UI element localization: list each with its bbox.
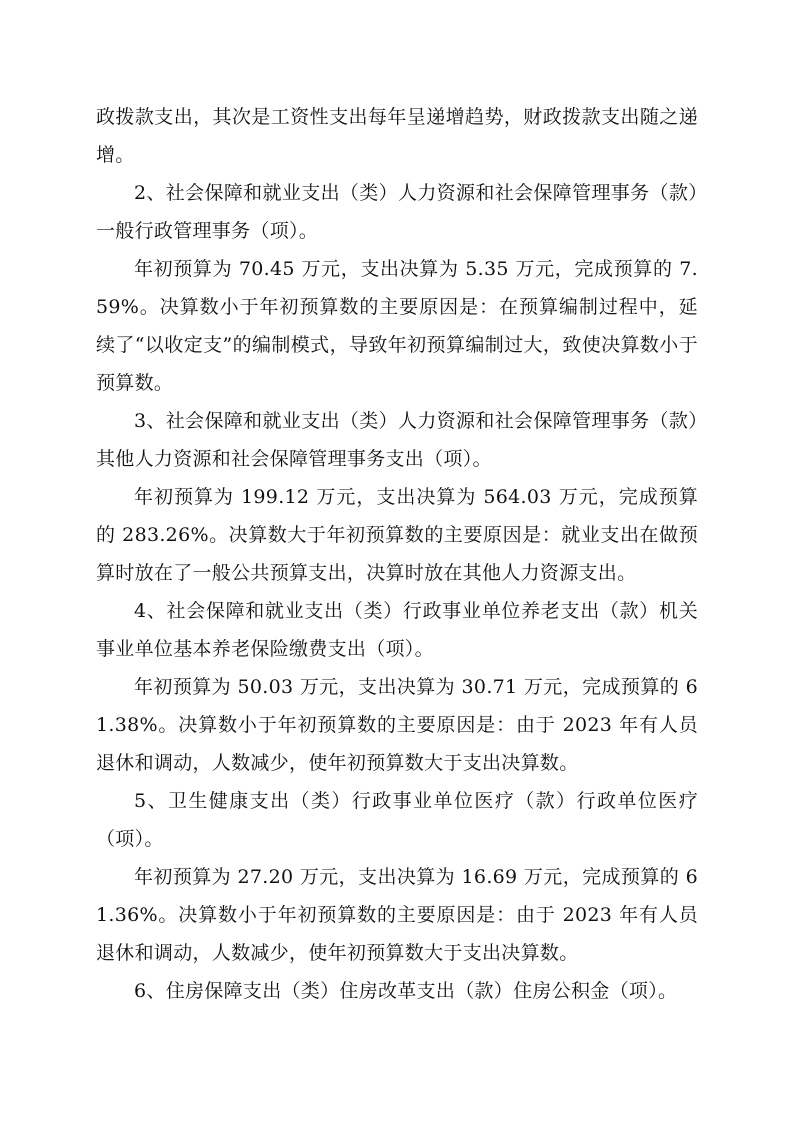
- document-page: [96, 98, 698, 1010]
- paragraph-item-5-detail: 年初预算为 27.20 万元，支出决算为 16.69 万元，完成预算的 61.36%。决算数小于年初预算数的主要原因是：由于 2023 年有人员退休和调动，人数减少，使年初预算数大于支出决算数。: [96, 866, 698, 964]
- paragraph-item-4-detail: 年初预算为 50.03 万元，支出决算为 30.71 万元，完成预算的 61.38%。决算数小于年初预算数的主要原因是：由于 2023 年有人员退休和调动，人数减少，使年初预算数大于支出决算数。: [96, 676, 698, 774]
- paragraph-item-2-detail: 年初预算为 70.45 万元，支出决算为 5.35 万元，完成预算的 7.59%。决算数小于年初预算数的主要原因是：在预算编制过程中，延续了“以收定支”的编制模式，导致年初预算编制过大，致使决算数小于预算数。: [96, 258, 698, 394]
- paragraph-item-3-heading: 3、社会保障和就业支出（类）人力资源和社会保障管理事务（款）其他人力资源和社会保障管理事务支出（项）。: [96, 410, 698, 470]
- paragraph-item-5-heading: 5、卫生健康支出（类）行政事业单位医疗（款）行政单位医疗（项）。: [96, 790, 698, 850]
- paragraph-item-6-heading: 6、住房保障支出（类）住房改革支出（款）住房公积金（项）。: [134, 980, 678, 1002]
- paragraph-item-4-heading: 4、社会保障和就业支出（类）行政事业单位养老支出（款）机关事业单位基本养老保险缴费支出（项）。: [96, 600, 698, 660]
- paragraph-item-3-detail: 年初预算为 199.12 万元，支出决算为 564.03 万元，完成预算的 283.26%。决算数大于年初预算数的主要原因是：就业支出在做预算时放在了一般公共预算支出，决算时放在其他人力资源支出。: [96, 486, 698, 584]
- paragraph-item-2-heading: 2、社会保障和就业支出（类）人力资源和社会保障管理事务（款）一般行政管理事务（项）。: [96, 182, 698, 242]
- paragraph-continuation: 政拨款支出，其次是工资性支出每年呈递增趋势，财政拨款支出随之递增。: [96, 106, 698, 166]
